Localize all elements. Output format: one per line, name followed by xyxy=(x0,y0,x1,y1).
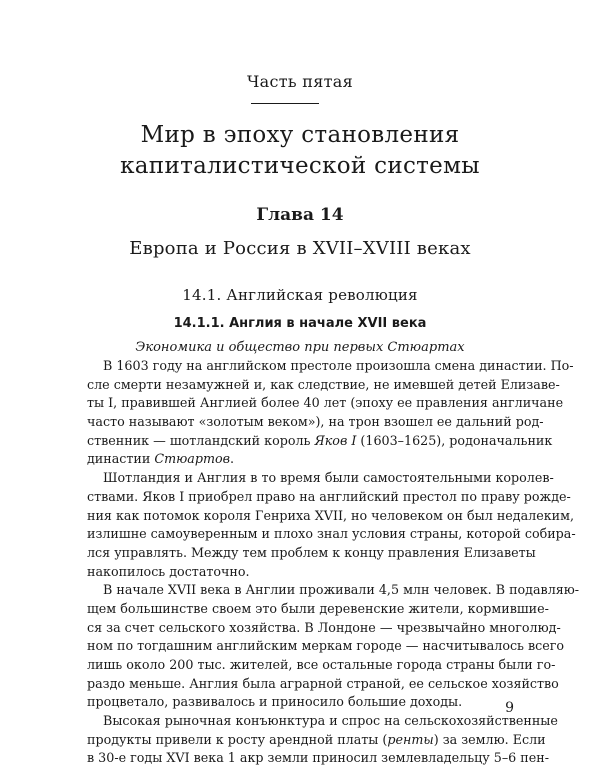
text-line: ния как потомок короля Генриха XVII, но человеком он был недалеким, xyxy=(87,507,575,523)
section-title: 14.1. Английская революция xyxy=(182,286,418,304)
text-run: ) за землю. Если xyxy=(433,731,546,747)
text-line: Шотландия и Англия в то время были самостоятельными королев- xyxy=(103,470,554,486)
dynasty-name: Стюартов xyxy=(154,451,231,467)
part-title-line: капиталистической системы xyxy=(120,153,480,179)
part-title xyxy=(0,120,600,182)
body-text xyxy=(87,357,580,768)
text-line: ты I, правившей Англией более 40 лет (эпоху ее правления англичане xyxy=(87,395,564,411)
page-number: 9 xyxy=(505,700,514,716)
text-line: ном по тогдашним английским меркам городе — насчитывалось всего xyxy=(87,638,565,654)
text-run: . xyxy=(230,451,235,467)
text-line: сле смерти незамужней и, как следствие, не имевшей детей Елизаве- xyxy=(87,376,560,392)
part-divider xyxy=(251,103,319,104)
topic-title: Экономика и общество при первых Стюартах xyxy=(135,340,465,355)
text-line: В начале XVII века в Англии проживали 4,5 млн человек. В подавляю- xyxy=(103,582,580,598)
part-title-line: Мир в эпоху становления xyxy=(140,122,460,148)
text-line: в 30-е годы XVI века 1 акр земли приносил землевладельцу 5–6 пен- xyxy=(87,750,549,766)
text-line xyxy=(87,432,553,451)
text-line: лишь около 200 тыс. жителей, все остальные города страны были го- xyxy=(87,657,556,672)
text-line xyxy=(87,450,513,469)
text-line: щем большинстве своем это были деревенские жители, кормившие- xyxy=(87,600,549,616)
text-line: часто называют «золотым веком»), на трон взошел ее дальний род- xyxy=(87,414,544,430)
part-label: Часть пятая xyxy=(246,72,354,91)
chapter-title: Европа и Россия в XVII–XVIII веках xyxy=(129,238,471,259)
text-line: излишне самоуверенным и плохо знал условия страны, которой собира- xyxy=(87,526,576,542)
text-run: (1603–1625), родоначальник xyxy=(356,432,553,448)
text-line: В 1603 году на английском престоле произошла смена династии. По- xyxy=(103,358,574,373)
rent-term: ренты xyxy=(387,731,434,747)
text-run: продукты привели к росту арендной платы ( xyxy=(87,731,388,747)
chapter-number: Глава 14 xyxy=(256,205,344,225)
subsection-title: 14.1.1. Англия в начале XVII века xyxy=(173,316,427,331)
text-line: лся управлять. Между тем проблем к концу правления Елизаветы xyxy=(87,544,536,560)
text-line: раздо меньше. Англия была аграрной страной, ее сельское хозяйство xyxy=(87,675,559,691)
text-line xyxy=(87,731,546,750)
king-name: Яков I xyxy=(314,432,357,448)
text-line: ся за счет сельского хозяйства. В Лондоне — чрезвычайно многолюд- xyxy=(87,619,561,635)
text-line: Высокая рыночная конъюнктура и спрос на сельскохозяйственные xyxy=(103,713,558,729)
text-line: накопилось достаточно. xyxy=(87,563,250,579)
text-line: процветало, развивалось и приносило большие доходы. xyxy=(87,694,463,710)
text-run: династии xyxy=(87,451,155,467)
text-run: ственник — шотландский король xyxy=(87,432,315,448)
text-line: ствами. Яков I приобрел право на английский престол по праву рожде- xyxy=(87,488,571,504)
